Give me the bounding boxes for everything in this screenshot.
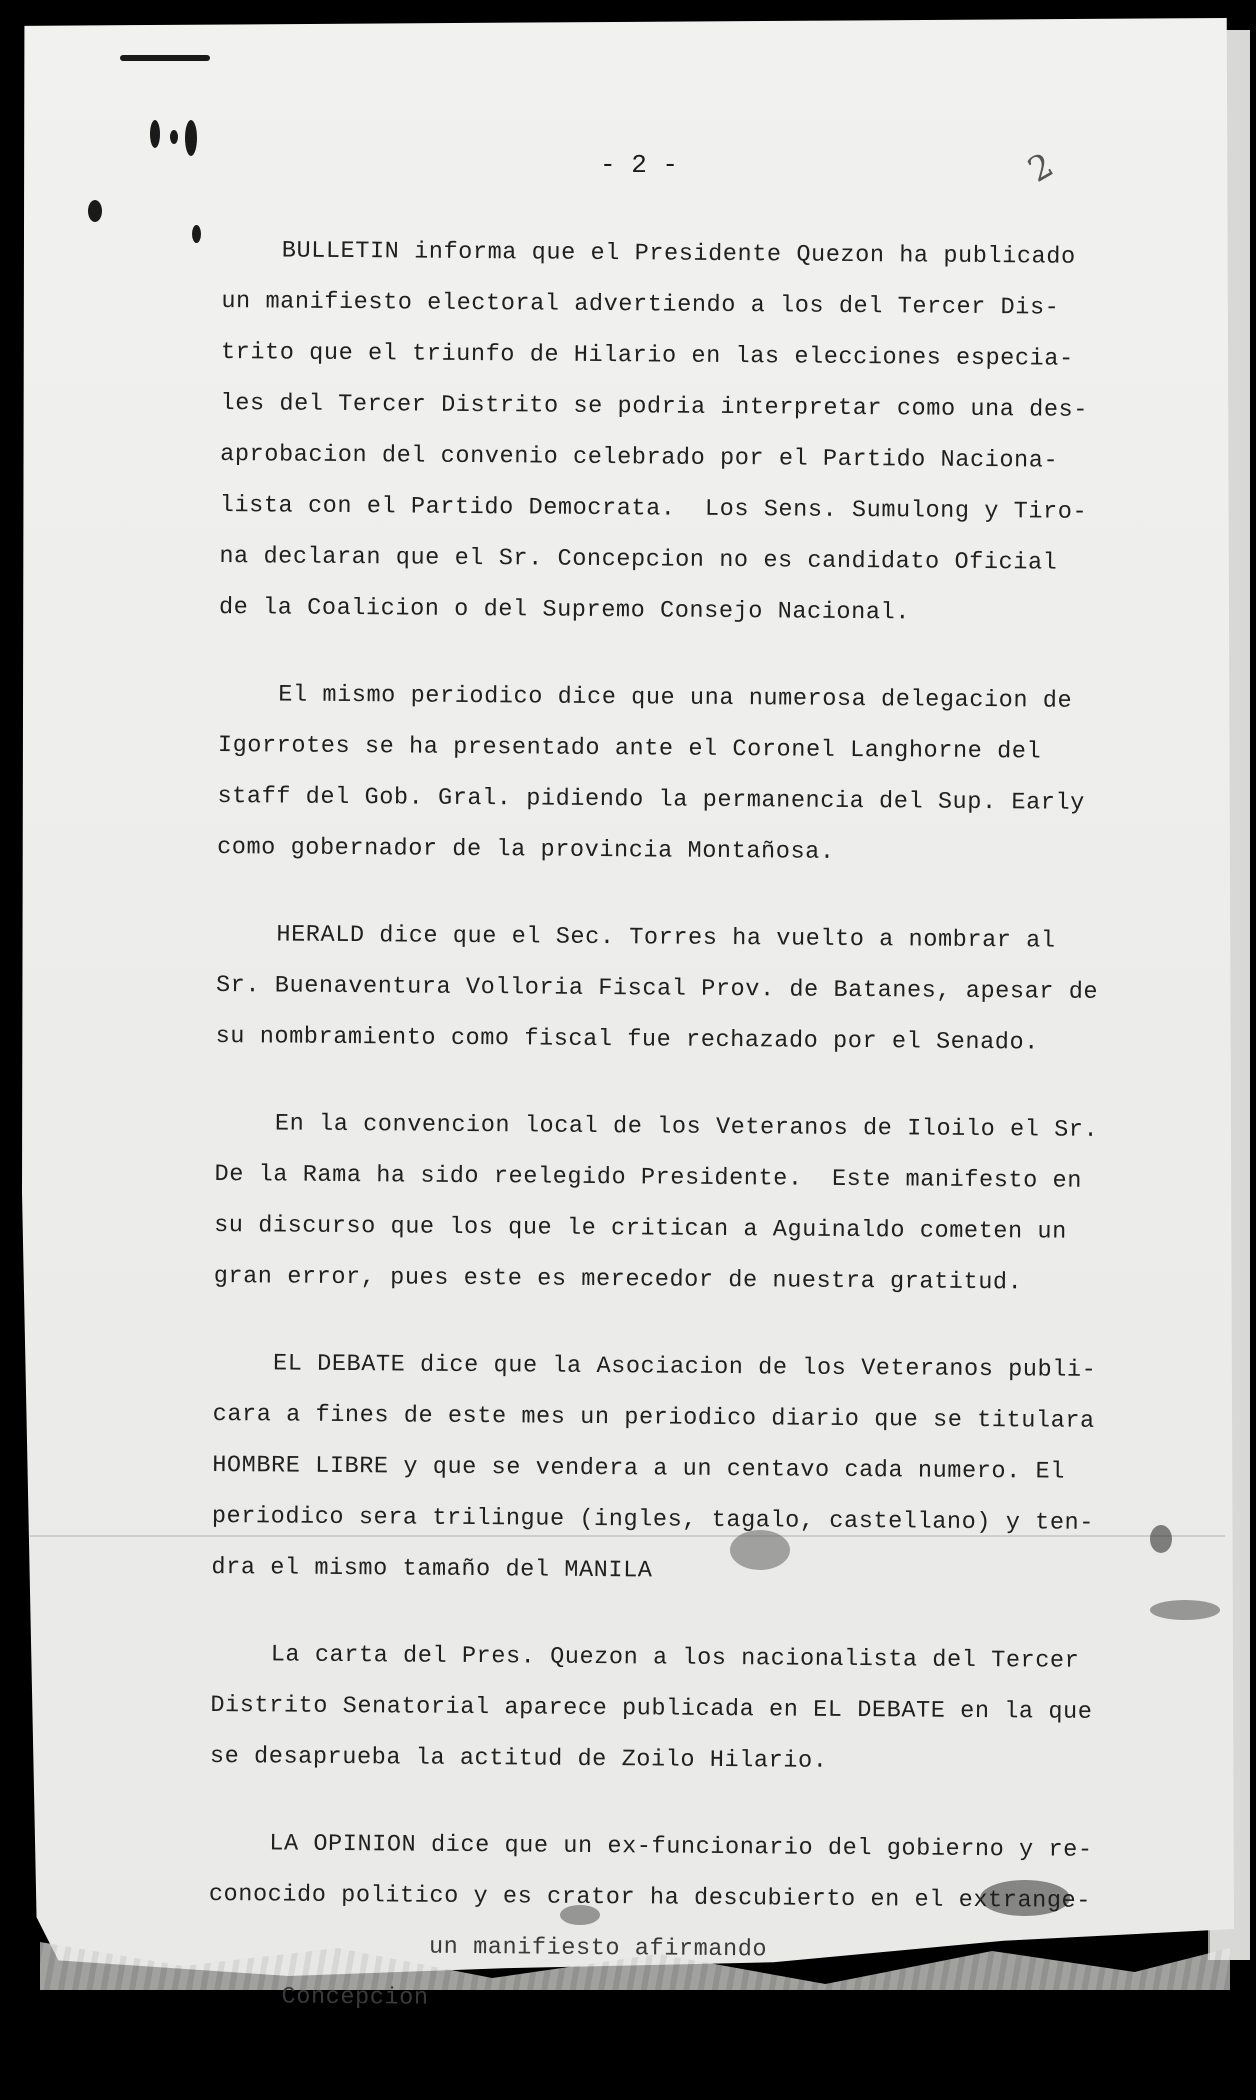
text-line: dra el mismo tamaño del MANILA xyxy=(211,1553,653,1585)
ink-stain xyxy=(185,120,197,156)
text-line: EL DEBATE dice que la Asociacion de los Veteranos publi- xyxy=(272,1350,1097,1384)
text-line: La carta del Pres. Quezon a los nacionalista del Tercer xyxy=(270,1641,1080,1675)
text-line: periodico sera trilingue (ingles, tagalo, castellano) y ten- xyxy=(211,1502,1095,1537)
text-line: trito que el triunfo de Hilario en las elecciones especia- xyxy=(220,338,1074,373)
text-line: HOMBRE LIBRE y que se vendera a un centavo cada numero. El xyxy=(212,1451,1066,1486)
document-body xyxy=(208,225,1142,2065)
text-line: lista con el Partido Democrata. Los Sens. Sumulong y Tiro- xyxy=(219,491,1088,526)
text-line: como gobernador de la provincia Montañosa. xyxy=(217,833,835,866)
text-line: HERALD dice que el Sec. Torres ha vuelto a nombrar al xyxy=(276,921,1056,955)
text-line: BULLETIN informa que el Presidente Quezon ha publicado xyxy=(281,237,1076,271)
text-line: se desaprueba la actitud de Zoilo Hilario. xyxy=(209,1742,828,1775)
text-line: aprobacion del convenio celebrado por el Partido Naciona- xyxy=(220,440,1059,475)
text-line: Distrito Senatorial aparece publicada en EL DEBATE en la que xyxy=(210,1691,1093,1726)
text-line: El mismo periodico dice que una numerosa delegacion de xyxy=(278,681,1073,715)
paragraph-veteranos-iloilo xyxy=(214,1098,1136,1309)
text-line: conocido politico y es crator ha descubierto en el extrange- xyxy=(208,1880,1092,1915)
paragraph-herald xyxy=(215,909,1136,1069)
text-line: su nombramiento como fiscal fue rechazado por el Senado. xyxy=(215,1022,1040,1057)
paragraph-igorrotes xyxy=(217,669,1139,880)
ink-stain xyxy=(120,55,210,61)
ink-stain xyxy=(150,120,160,148)
text-line: Sr. Buenaventura Volloria Fiscal Prov. de Batanes, apesar de xyxy=(215,971,1099,1006)
page-number: - 2 - xyxy=(600,150,679,180)
torn-damage-mark xyxy=(1150,1525,1172,1553)
ink-stain xyxy=(88,200,102,222)
paragraph-la-opinion xyxy=(208,1818,1130,2029)
paragraph-carta-quezon xyxy=(210,1629,1131,1789)
text-line: Concepcion xyxy=(207,1982,429,2012)
text-line: Igorrotes se ha presentado ante el Coronel Langhorne del xyxy=(217,731,1042,766)
text-line: En la convencion local de los Veteranos de Iloilo el Sr. xyxy=(274,1110,1099,1144)
handwritten-corner-mark: 2 xyxy=(1021,145,1061,191)
ink-stain xyxy=(170,130,178,144)
text-line: les del Tercer Distrito se podria interpretar como una des- xyxy=(220,389,1089,424)
text-line: cara a fines de este mes un periodico diario que se titulara xyxy=(212,1400,1095,1435)
text-line: un manifiesto electoral advertiendo a los del Tercer Dis- xyxy=(221,287,1060,322)
text-line: de la Coalicion o del Supremo Consejo Nacional. xyxy=(218,593,911,627)
torn-damage-mark xyxy=(1150,1600,1220,1620)
text-line: su discurso que los que le critican a Aguinaldo cometen un xyxy=(214,1211,1067,1246)
ink-stain xyxy=(192,225,201,243)
text-line: De la Rama ha sido reelegido Presidente. Este manifesto en xyxy=(214,1160,1083,1195)
paragraph-el-debate xyxy=(211,1338,1133,1600)
paragraph-bulletin xyxy=(219,225,1142,640)
text-line: staff del Gob. Gral. pidiendo la permanencia del Sup. Early xyxy=(217,782,1086,817)
text-line: gran error, pues este es merecedor de nuestra gratitud. xyxy=(213,1262,1023,1297)
text-line: na declaran que el Sr. Concepcion no es candidato Oficial xyxy=(219,542,1058,577)
text-line: LA OPINION dice que un ex-funcionario del gobierno y re- xyxy=(269,1830,1093,1864)
text-line: un manifiesto afirmando xyxy=(208,1931,768,1964)
